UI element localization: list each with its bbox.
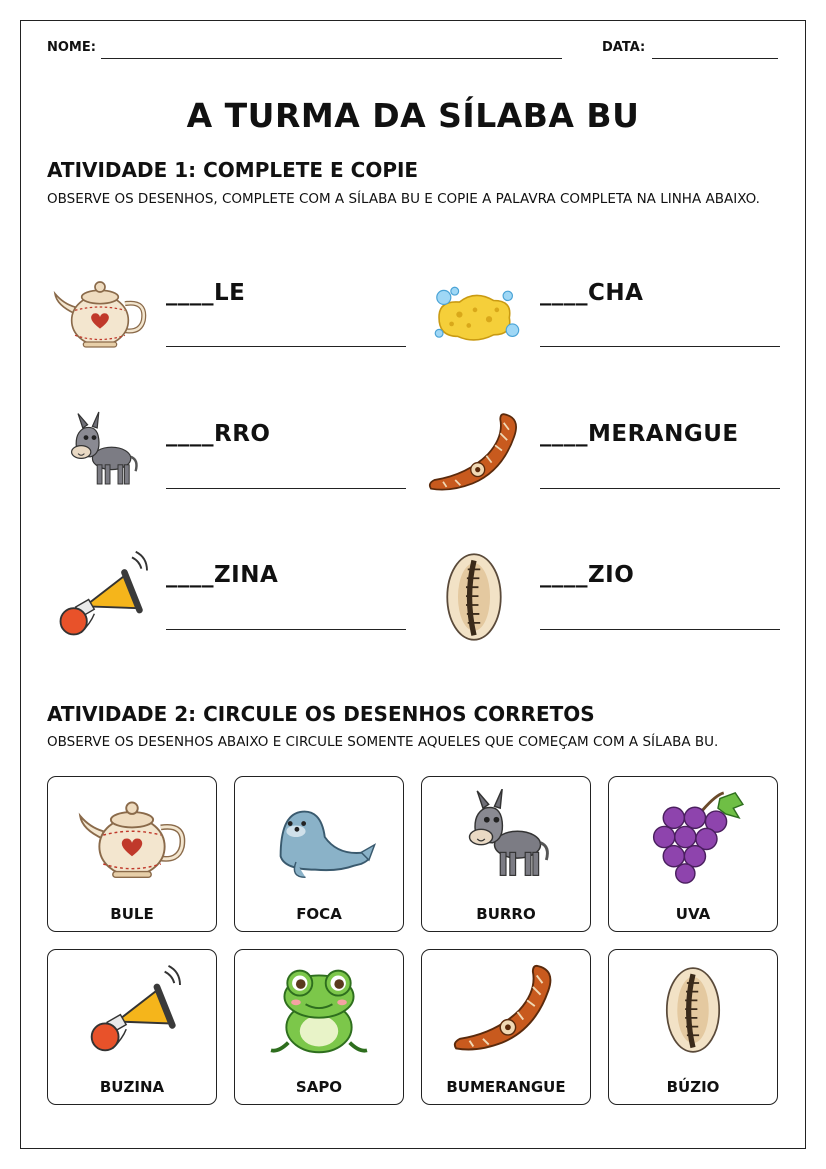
- card-bule[interactable]: [47, 776, 217, 932]
- fill-word-2: ____CHA: [540, 280, 644, 306]
- fill-word-6: ____ZIO: [540, 562, 635, 588]
- date-label: DATA:: [602, 40, 646, 55]
- page-title: A TURMA DA SÍLABA BU: [186, 96, 640, 135]
- cowrie-shell-icon: [438, 548, 510, 646]
- card-bumerangue[interactable]: [421, 949, 591, 1105]
- copy-line-6[interactable]: [540, 629, 780, 630]
- boomerang-icon: [424, 410, 528, 498]
- copy-line-1[interactable]: [166, 346, 406, 347]
- frog-icon: [260, 962, 378, 1058]
- card-label: FOCA: [296, 905, 342, 923]
- activity1-title: ATIVIDADE 1: COMPLETE E COPIE: [47, 158, 419, 182]
- copy-line-2[interactable]: [540, 346, 780, 347]
- fill-word-3: ____RRO: [166, 421, 271, 447]
- activity1-instruction: OBSERVE OS DESENHOS, COMPLETE COM A SÍLABA BU E COPIE A PALAVRA COMPLETA NA LINHA ABAIXO.: [47, 191, 760, 207]
- cowrie-shell-icon: [634, 962, 752, 1058]
- activity2-instruction: OBSERVE OS DESENHOS ABAIXO E CIRCULE SOMENTE AQUELES QUE COMEÇAM COM A SÍLABA BU.: [47, 734, 719, 750]
- card-buzio[interactable]: [608, 949, 778, 1105]
- teapot-icon: [73, 789, 191, 885]
- card-label: SAPO: [295, 1078, 343, 1096]
- fill-word-1: ____LE: [166, 280, 246, 306]
- boomerang-icon: [447, 962, 565, 1058]
- copy-line-5[interactable]: [166, 629, 406, 630]
- sponge-icon: [428, 274, 522, 352]
- card-uva[interactable]: [608, 776, 778, 932]
- card-burro[interactable]: [421, 776, 591, 932]
- card-label: UVA: [675, 905, 711, 923]
- donkey-icon: [62, 404, 142, 500]
- name-label: NOME:: [47, 40, 96, 55]
- card-label: BÚZIO: [666, 1078, 720, 1096]
- teapot-icon: [50, 268, 150, 356]
- date-input-line[interactable]: [652, 58, 778, 59]
- card-label: BULE: [110, 905, 154, 923]
- copy-line-4[interactable]: [540, 488, 780, 489]
- donkey-icon: [447, 789, 565, 885]
- card-label: BURRO: [476, 905, 536, 923]
- card-buzina[interactable]: [47, 949, 217, 1105]
- copy-line-3[interactable]: [166, 488, 406, 489]
- card-label: BUZINA: [99, 1078, 165, 1096]
- activity2-title: ATIVIDADE 2: CIRCULE OS DESENHOS CORRETOS: [47, 702, 595, 726]
- card-foca[interactable]: [234, 776, 404, 932]
- fill-word-4: ____MERANGUE: [540, 421, 739, 447]
- card-sapo[interactable]: [234, 949, 404, 1105]
- seal-icon: [260, 789, 378, 885]
- card-label: BUMERANGUE: [446, 1078, 566, 1096]
- grapes-icon: [634, 789, 752, 885]
- name-input-line[interactable]: [101, 58, 562, 59]
- horn-icon: [52, 548, 148, 642]
- horn-icon: [73, 962, 191, 1058]
- fill-word-5: ____ZINA: [166, 562, 279, 588]
